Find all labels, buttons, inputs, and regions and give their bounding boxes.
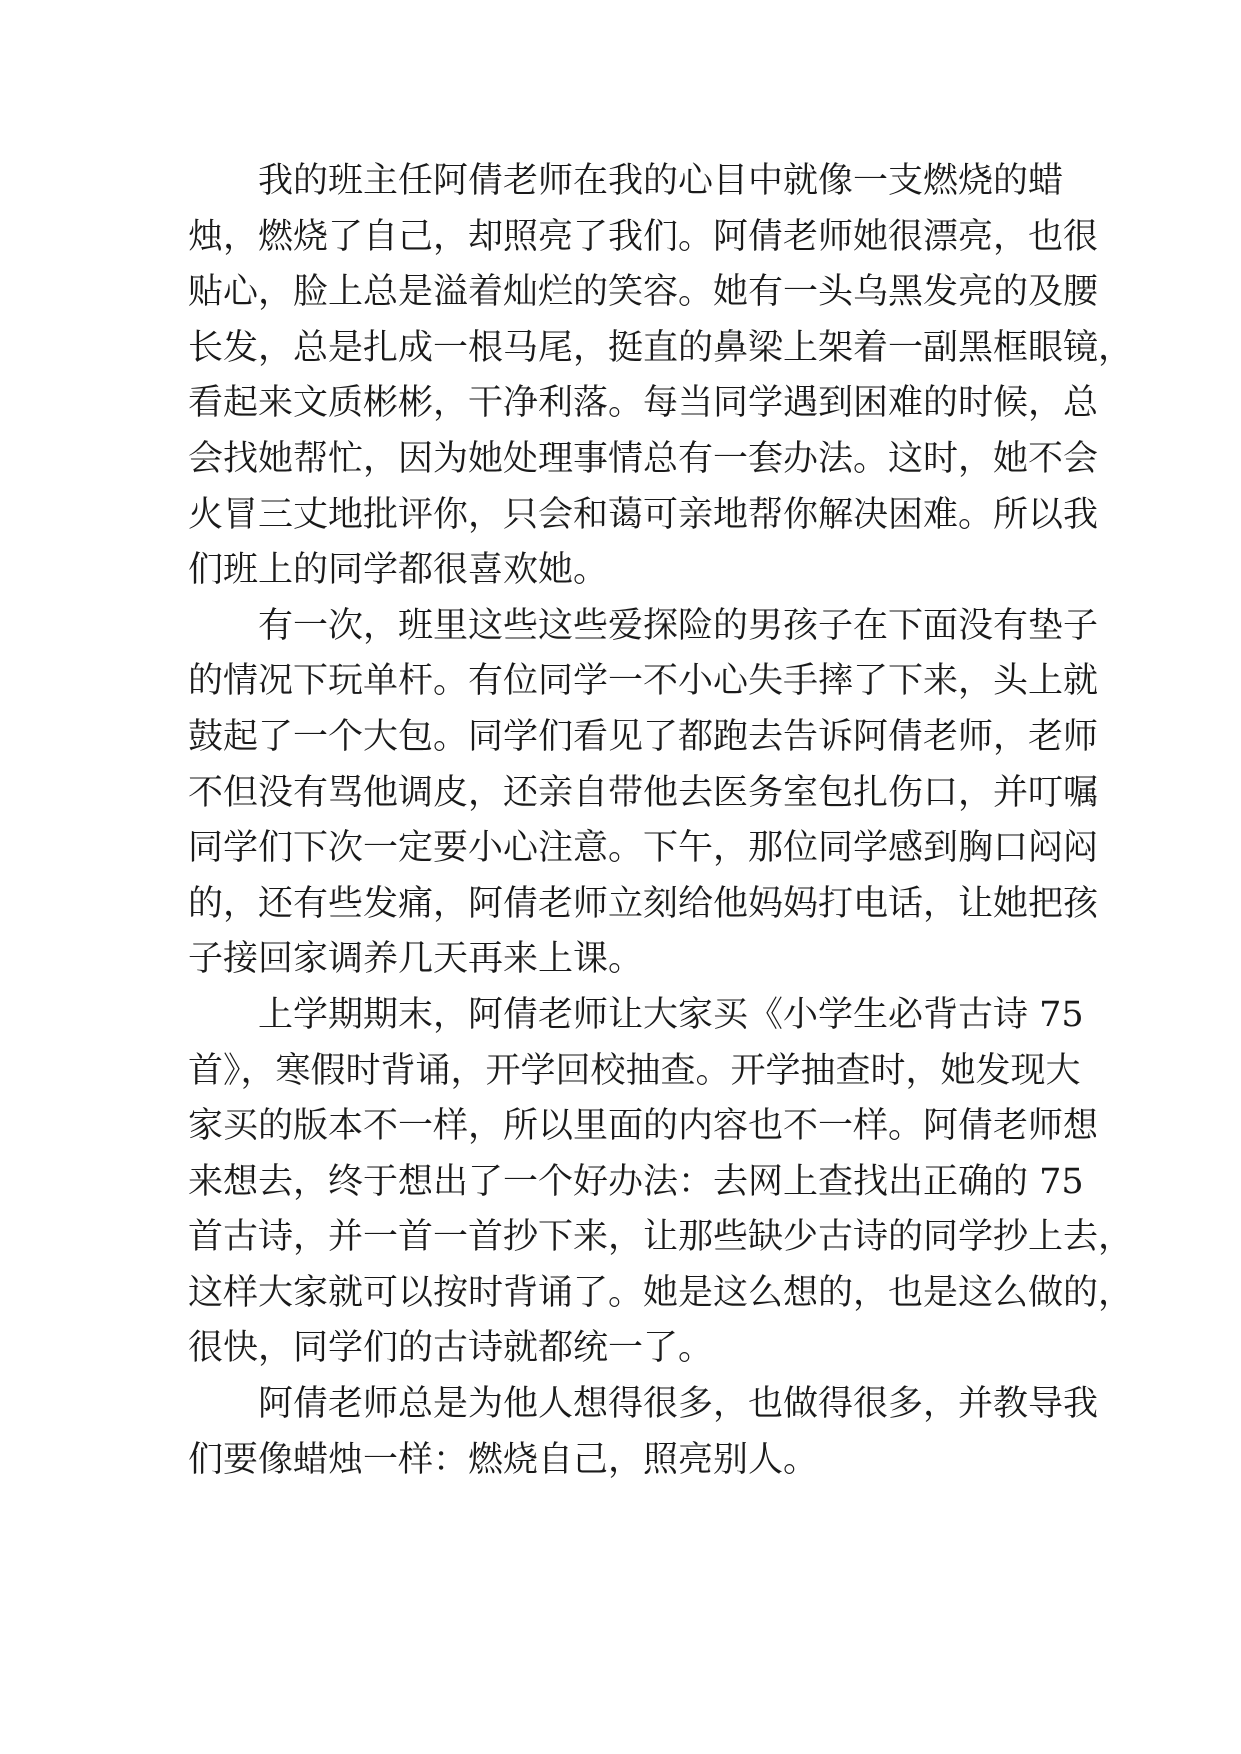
text-line: 我的班主任阿倩老师在我的心目中就像一支燃烧的蜡 (258, 161, 1064, 201)
text-line: 的，还有些发痛，阿倩老师立刻给他妈妈打电话，让她把孩 (188, 883, 1099, 924)
paragraph-1 (188, 154, 1134, 599)
paragraph-2 (188, 599, 1099, 988)
text-line: 的情况下玩单杆。有位同学一不小心失手摔了下来，头上就 (188, 661, 1099, 702)
text-line: 来想去，终于想出了一个好办法：去网上查找出正确的 75 (188, 1161, 1084, 1202)
text-line: 不但没有骂他调皮，还亲自带他去医务室包扎伤口，并叮嘱 (188, 772, 1099, 813)
text-line: 长发，总是扎成一根马尾，挺直的鼻梁上架着一副黑框眼镜， (188, 327, 1134, 368)
text-line: 会找她帮忙，因为她处理事情总有一套办法。这时，她不会 (188, 438, 1099, 479)
text-line: 上学期期末，阿倩老师让大家买《小学生必背古诗 75 (258, 994, 1084, 1035)
text-line: 同学们下次一定要小心注意。下午，那位同学感到胸口闷闷 (188, 828, 1099, 869)
text-line: 首》，寒假时背诵，开学回校抽查。开学抽查时，她发现大 (188, 1050, 1081, 1091)
text-line: 子接回家调养几天再来上课。 (188, 939, 644, 980)
text-line: 们班上的同学都很喜欢她。 (188, 550, 609, 591)
text-line: 家买的版本不一样，所以里面的内容也不一样。阿倩老师想 (188, 1106, 1099, 1147)
text-line: 首古诗，并一首一首抄下来，让那些缺少古诗的同学抄上去， (188, 1217, 1134, 1258)
text-line: 很快，同学们的古诗就都统一了。 (188, 1328, 714, 1369)
text-line: 有一次，班里这些这些爱探险的男孩子在下面没有垫子 (258, 605, 1099, 646)
text-line: 烛，燃烧了自己，却照亮了我们。阿倩老师她很漂亮，也很 (188, 216, 1099, 257)
text-line: 贴心，脸上总是溢着灿烂的笑容。她有一头乌黑发亮的及腰 (188, 272, 1099, 313)
text-line: 火冒三丈地批评你，只会和蔼可亲地帮你解决困难。所以我 (188, 494, 1099, 535)
paragraph-3 (188, 988, 1134, 1377)
text-line: 阿倩老师总是为他人想得很多，也做得很多，并教导我 (258, 1384, 1099, 1425)
text-line: 这样大家就可以按时背诵了。她是这么想的，也是这么做的， (188, 1272, 1134, 1313)
essay-body (188, 154, 1134, 1488)
text-line: 们要像蜡烛一样：燃烧自己，照亮别人。 (188, 1439, 819, 1480)
text-line: 看起来文质彬彬，干净利落。每当同学遇到困难的时候，总 (188, 383, 1099, 424)
paragraph-4 (188, 1377, 1099, 1488)
text-line: 鼓起了一个大包。同学们看见了都跑去告诉阿倩老师，老师 (188, 716, 1099, 757)
